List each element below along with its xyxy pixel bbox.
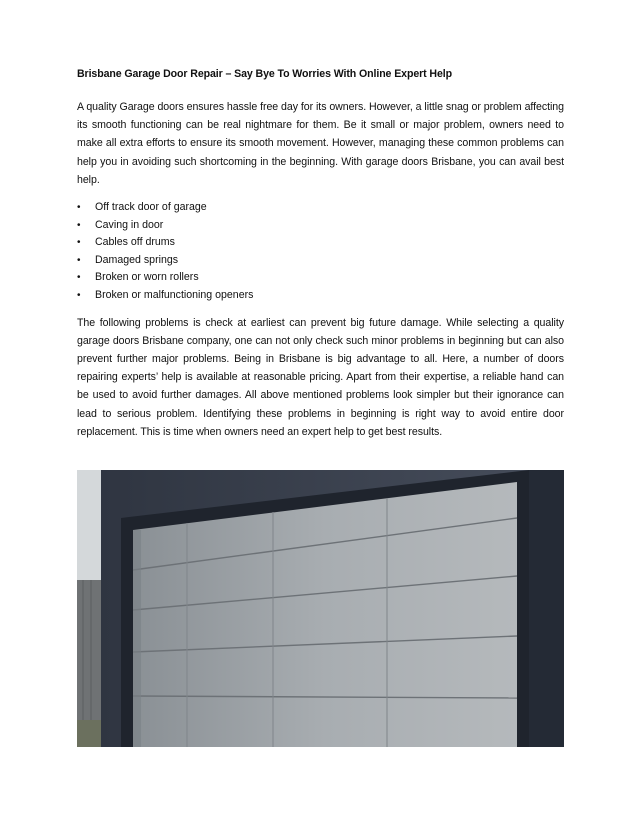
- list-item-text: Cables off drums: [95, 236, 175, 249]
- list-item: [77, 252, 564, 270]
- door-edge-shadow: [133, 530, 141, 747]
- bullet-icon: •: [77, 254, 81, 266]
- body-paragraph: The following problems is check at earliest can prevent big future damage. While selecting a quality garage doors Brisbane company, one can not only check such minor problems in beginning but can also prevent further major problems. Being in Brisbane is big advantage to all. Here, a number of doors repairing experts’ help is available at reasonable pricing. Apart from their expertise, a reliable hand can be used to avoid further damages. All above mentioned problems look simpler but their ignorance can lead to serious problem. Identifying these problems in beginning is right way to avoid entire door replacement. This is time when owners need an expert help to get best results.: [77, 316, 564, 438]
- document-page: [77, 66, 564, 451]
- bullet-icon: •: [77, 219, 81, 231]
- list-item: [77, 269, 564, 287]
- document-title: Brisbane Garage Door Repair – Say Bye To Worries With Online Expert Help: [77, 68, 452, 80]
- bullet-icon: •: [77, 272, 81, 284]
- bullet-icon: •: [77, 237, 81, 249]
- list-item-text: Caving in door: [95, 218, 164, 231]
- list-item: [77, 199, 564, 217]
- garage-door-image: [77, 470, 564, 747]
- list-item-text: Damaged springs: [95, 253, 179, 266]
- wall-right-edge: [529, 470, 564, 747]
- garage-door-photo: [77, 470, 564, 747]
- bullet-icon: •: [77, 289, 81, 301]
- list-item: [77, 234, 564, 252]
- list-item-text: Off track door of garage: [95, 201, 207, 214]
- list-item-text: Broken or worn rollers: [95, 271, 199, 284]
- list-item: [77, 217, 564, 235]
- intro-paragraph: A quality Garage doors ensures hassle free day for its owners. However, a little snag or problem affecting its smooth functioning can be real nightmare for them. Be it small or major problem, owners need to make all extra efforts to ensure its smooth movement. However, managing these common problems can help you in avoiding such shortcoming in the beginning. With garage doors Brisbane, you can avail best help.: [77, 101, 564, 186]
- bullet-icon: •: [77, 202, 81, 214]
- list-item: [77, 287, 564, 305]
- problem-list: [77, 199, 564, 305]
- list-item-text: Broken or malfunctioning openers: [95, 288, 254, 301]
